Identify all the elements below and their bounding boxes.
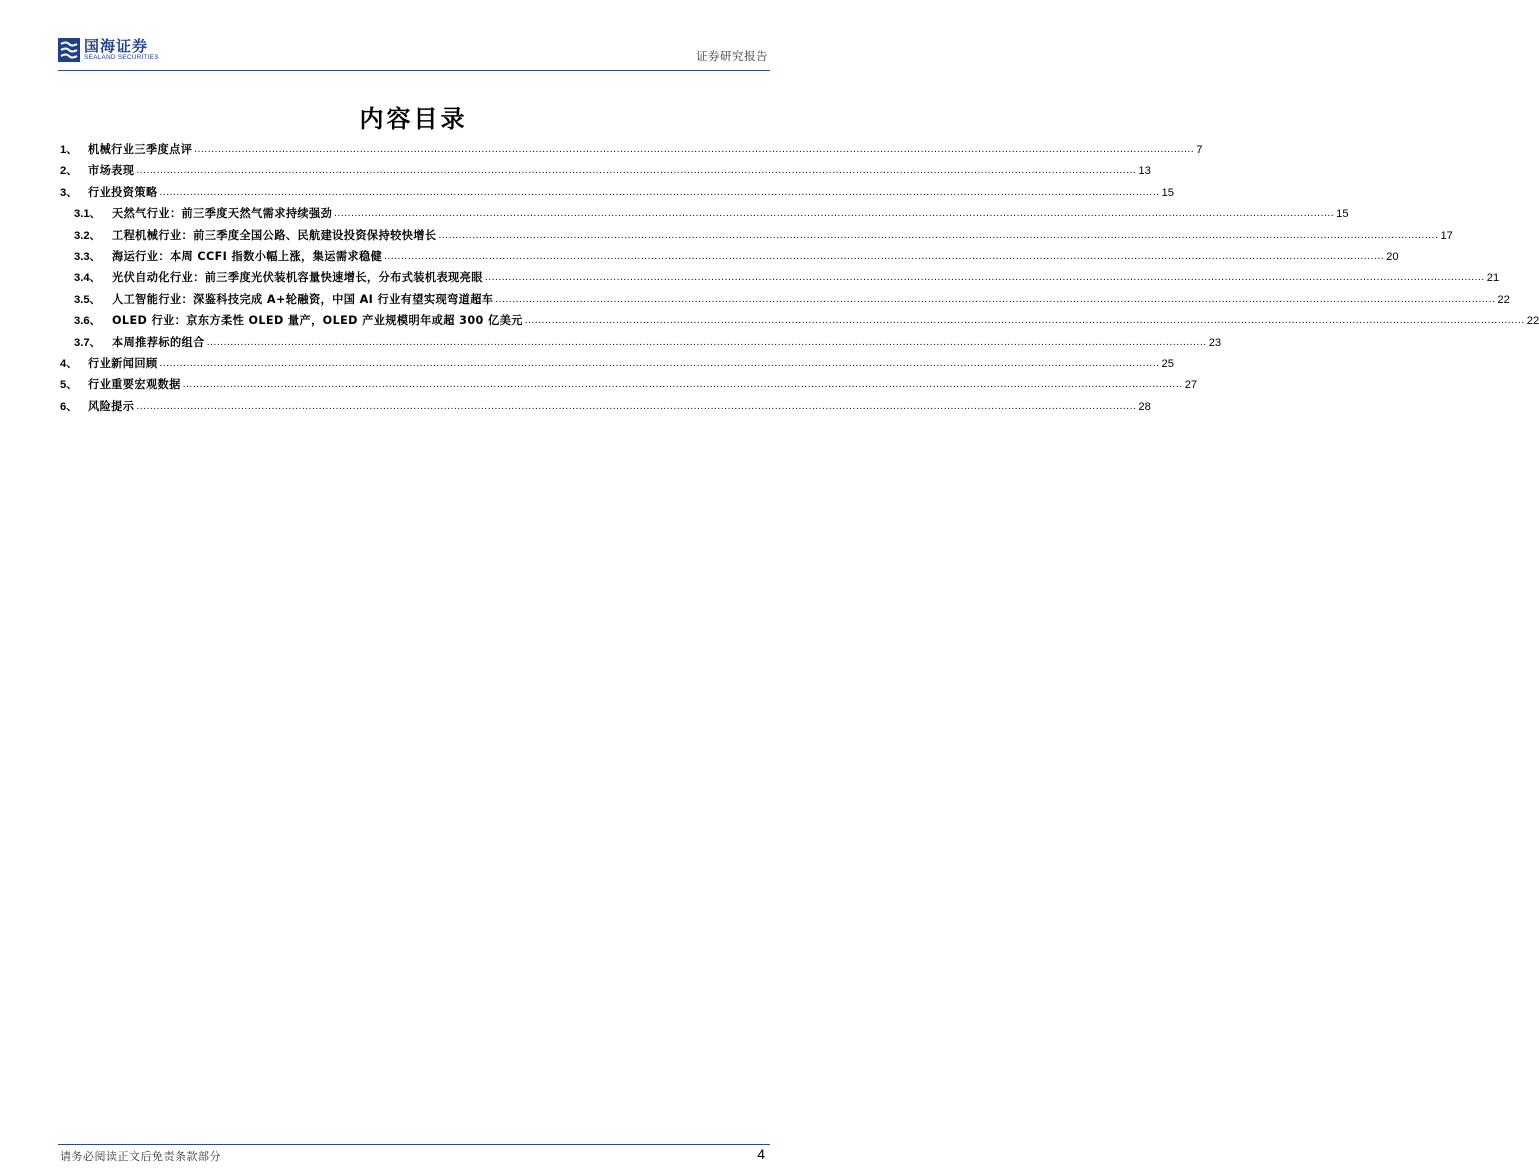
toc-entry[interactable]	[60, 184, 1174, 205]
toc-entry-page[interactable]: 22	[1497, 293, 1510, 306]
toc-entry-label[interactable]: 机械行业三季度点评	[88, 143, 193, 156]
toc-dot-leader	[160, 187, 1160, 198]
toc-entry-label[interactable]: 天然气行业：前三季度天然气需求持续强劲	[112, 207, 333, 221]
toc-entry-label[interactable]: 风险提示	[88, 399, 135, 413]
toc-entry-label[interactable]: 人工智能行业：深鉴科技完成 A+轮融资，中国 AI 行业有望实现弯道超车	[112, 292, 494, 306]
toc-entry[interactable]	[60, 376, 1198, 397]
toc-dot-leader	[334, 208, 1334, 219]
toc-entry-number: 3.2、	[74, 229, 101, 242]
toc-dot-leader	[183, 379, 1183, 390]
toc-entry-page[interactable]: 21	[1486, 272, 1500, 285]
toc-dot-leader	[485, 272, 1485, 283]
toc-entry-label[interactable]: 行业重要宏观数据	[88, 378, 181, 392]
toc-entry[interactable]	[60, 355, 1174, 376]
toc-entry-number: 6、	[60, 400, 78, 413]
toc-entry-number: 3、	[60, 186, 78, 199]
company-logo	[58, 38, 159, 62]
toc-entry[interactable]	[60, 141, 1203, 162]
toc-entry-label[interactable]: 行业投资策略	[88, 185, 158, 199]
report-type-label: 证券研究报告	[696, 49, 768, 63]
toc-entry[interactable]	[60, 162, 1151, 183]
toc-entry[interactable]	[60, 334, 1222, 355]
toc-entry-number: 3.5、	[74, 293, 101, 306]
toc-dot-leader	[136, 165, 1136, 176]
toc-entry-label[interactable]: 工程机械行业：前三季度全国公路、民航建设投资保持较快增长	[112, 228, 437, 242]
toc-entry-number: 3.3、	[74, 250, 101, 263]
toc-entry-page[interactable]: 15	[1161, 186, 1174, 199]
toc-entry-number: 3.6、	[74, 315, 101, 328]
toc-entry-number: 4、	[60, 357, 78, 370]
logo-english-name: SEALAND SECURITIES	[84, 54, 159, 61]
header-divider	[58, 70, 770, 71]
toc-entry[interactable]	[60, 248, 1399, 269]
toc-entry-page[interactable]: 20	[1386, 250, 1399, 263]
page-header	[58, 34, 770, 74]
toc-entry[interactable]	[60, 205, 1349, 226]
toc-entry-number: 1、	[60, 144, 78, 156]
sealand-logo-icon	[58, 38, 80, 62]
toc-entry-page[interactable]: 23	[1208, 336, 1222, 349]
toc-entry-page[interactable]: 17	[1440, 229, 1453, 242]
toc-entry-label[interactable]: 光伏自动化行业：前三季度光伏装机容量快速增长，分布式装机表现亮眼	[112, 271, 483, 285]
toc-entry-label[interactable]: 市场表现	[88, 164, 135, 178]
toc-dot-leader	[194, 144, 1194, 155]
toc-entry-page[interactable]: 22	[1526, 315, 1539, 328]
table-of-contents	[60, 141, 1539, 419]
toc-dot-leader	[384, 251, 1384, 262]
toc-dot-leader	[525, 315, 1525, 326]
footer-divider	[58, 1144, 770, 1145]
toc-entry-number: 3.7、	[74, 336, 101, 349]
logo-chinese-name: 国海证券	[84, 37, 149, 55]
toc-dot-leader	[495, 294, 1495, 305]
toc-dot-leader	[207, 337, 1207, 348]
toc-entry-label[interactable]: 行业新闻回顾	[88, 356, 158, 370]
toc-entry[interactable]	[60, 269, 1500, 290]
toc-entry-number: 3.1、	[74, 208, 101, 221]
toc-entry[interactable]	[60, 291, 1510, 312]
toc-entry-page[interactable]: 27	[1184, 379, 1198, 392]
toc-entry-label[interactable]: 本周推荐标的组合	[112, 335, 205, 349]
toc-entry-page[interactable]: 7	[1196, 144, 1203, 156]
toc-entry-page[interactable]: 25	[1161, 357, 1174, 370]
toc-dot-leader	[160, 358, 1160, 369]
toc-entry-page[interactable]: 28	[1138, 400, 1151, 413]
toc-entry-page[interactable]: 15	[1336, 208, 1349, 221]
toc-entry-number: 5、	[60, 379, 78, 392]
toc-title: 内容目录	[359, 105, 468, 133]
toc-dot-leader	[438, 230, 1438, 241]
toc-entry[interactable]	[60, 312, 1539, 333]
toc-entry[interactable]	[60, 227, 1453, 248]
page-number: 4	[757, 1146, 765, 1162]
toc-entry-number: 2、	[60, 165, 78, 178]
toc-entry-label[interactable]: 海运行业：本周 CCFI 指数小幅上涨，集运需求稳健	[112, 249, 383, 263]
footer-disclaimer: 请务必阅读正文后免责条款部分	[60, 1150, 221, 1163]
toc-entry-number: 3.4、	[74, 272, 101, 285]
toc-entry-page[interactable]: 13	[1138, 165, 1151, 178]
toc-entry[interactable]	[60, 398, 1151, 419]
toc-dot-leader	[136, 401, 1136, 412]
toc-entry-label[interactable]: OLED 行业：京东方柔性 OLED 量产，OLED 产业规模明年或超 300 亿美元	[112, 314, 523, 328]
